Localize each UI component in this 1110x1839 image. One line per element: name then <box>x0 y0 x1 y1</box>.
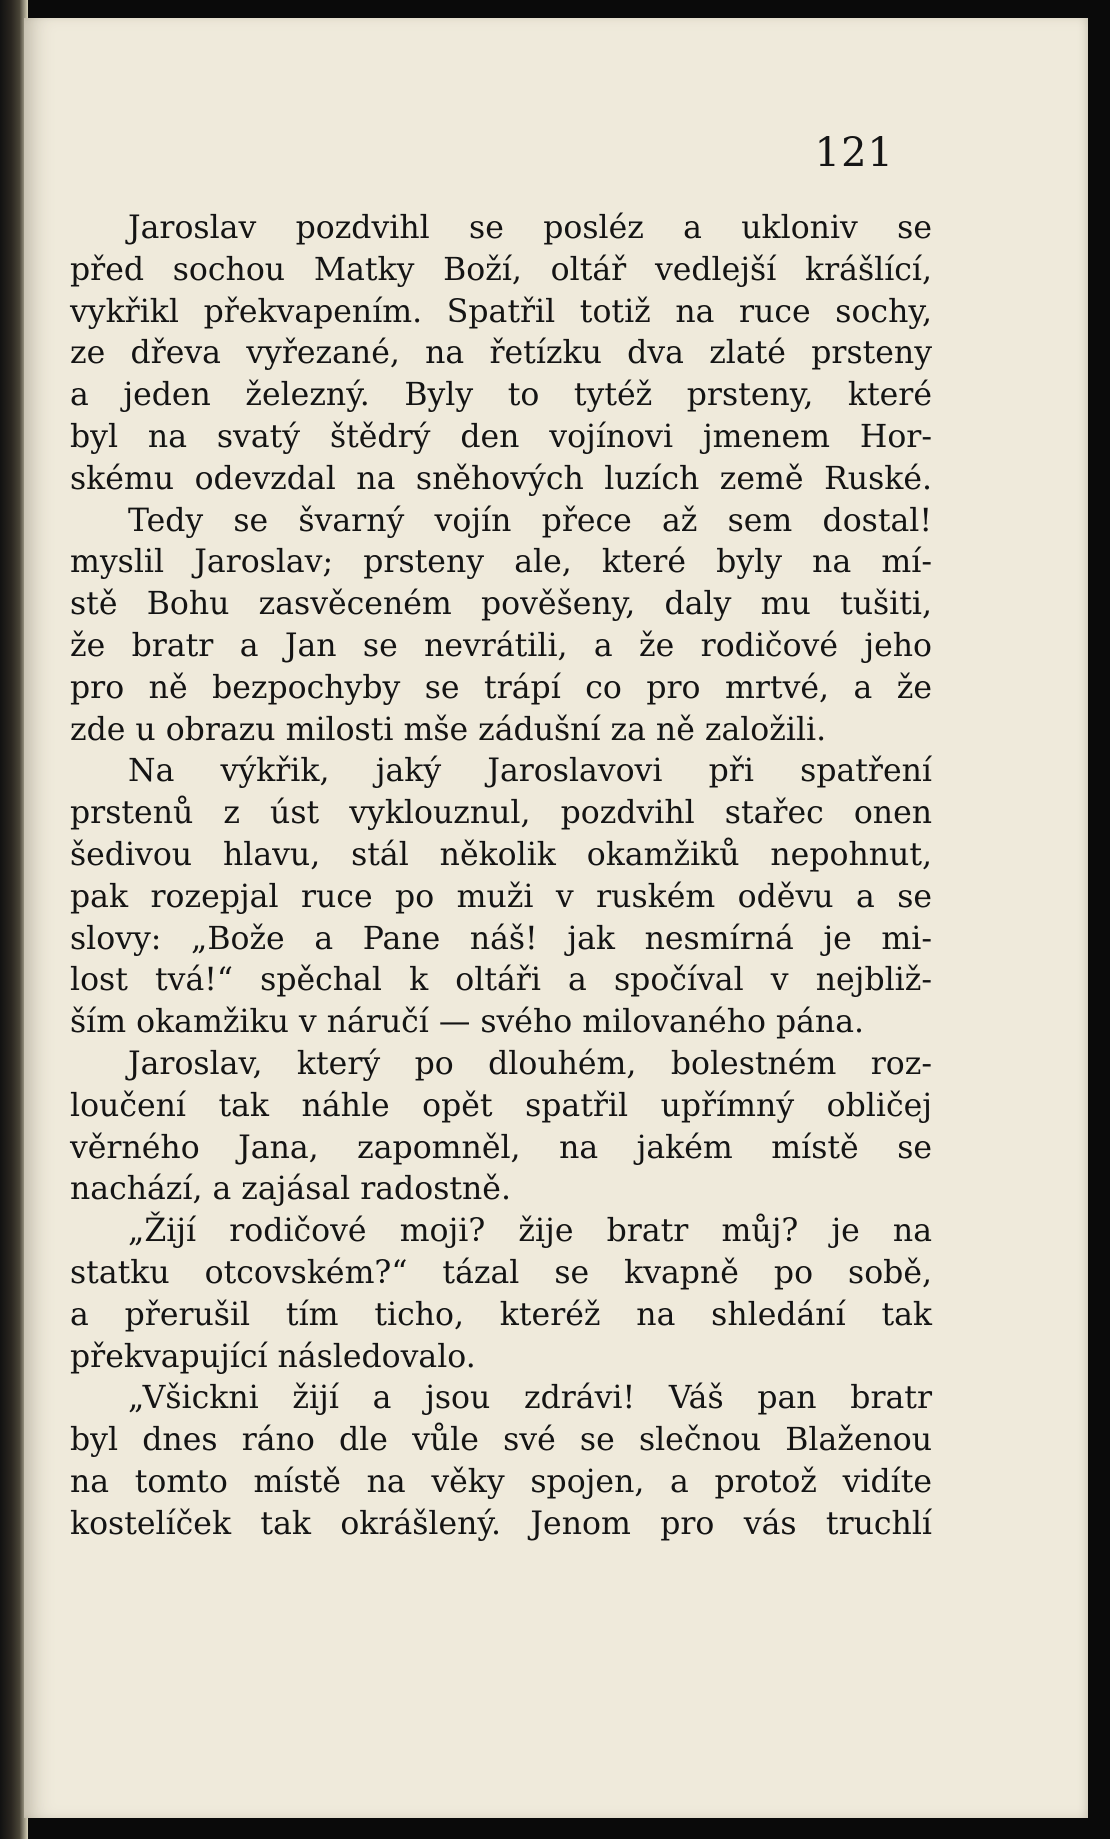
text-line: vykřikl překvapením. Spatřil totiž na ruce sochy, <box>70 293 932 330</box>
text-line: nachází, a zajásal radostně. <box>70 1171 511 1208</box>
text-line: byl na svatý štědrý den vojínovi jmenem Hor- <box>70 418 932 455</box>
text-line: pak rozepjal ruce po muži v ruském oděvu a se <box>70 878 932 915</box>
text-line: ze dřeva vyřezané, na řetízku dva zlaté prsteny <box>70 335 932 372</box>
text-line: ším okamžiku v náručí — svého milovaného pána. <box>70 1004 864 1041</box>
text-line: šedivou hlavu, stál několik okamžiků nepohnut, <box>70 836 932 873</box>
text-line: prstenů z úst vyklouznul, pozdvihl stařec onen <box>70 795 932 832</box>
text-line: na tomto místě na věky spojen, a protož vidíte <box>70 1463 932 1500</box>
text-line: a přerušil tím ticho, kteréž na shledání tak <box>70 1296 932 1333</box>
text-line: před sochou Matky Boží, oltář vedlejší krášlící, <box>70 251 932 288</box>
text-line: věrného Jana, zapomněl, na jakém místě se <box>70 1129 932 1166</box>
text-line: myslil Jaroslav; prsteny ale, které byly na mí- <box>70 544 932 581</box>
text-line: kostelíček tak okrášlený. Jenom pro vás truchlí <box>70 1505 932 1542</box>
text-line: „Žijí rodičové moji? žije bratr můj? je na <box>128 1213 932 1250</box>
text-line: Na výkřik, jaký Jaroslavovi při spatření <box>128 753 932 790</box>
text-line: Jaroslav, který po dlouhém, bolestném roz- <box>128 1045 932 1082</box>
text-line: stě Bohu zasvěceném pověšeny, daly mu tušiti, <box>70 586 932 623</box>
text-line: překvapující následovalo. <box>70 1338 476 1375</box>
body-text <box>70 208 932 1546</box>
text-line: loučení tak náhle opět spatřil upřímný obličej <box>70 1087 932 1124</box>
text-line: že bratr a Jan se nevrátili, a že rodičové jeho <box>70 627 932 664</box>
text-line: skému odevzdal na sněhových luzích země Ruské. <box>70 460 932 497</box>
text-line: statku otcovském?“ tázal se kvapně po sobě, <box>70 1254 932 1291</box>
text-line: lost tvá!“ spěchal k oltáři a spočíval v nejbliž- <box>70 962 932 999</box>
text-line: Tedy se švarný vojín přece až sem dostal! <box>128 502 932 539</box>
text-line: byl dnes ráno dle vůle své se slečnou Blaženou <box>70 1422 932 1459</box>
text-line: Jaroslav pozdvihl se posléz a ukloniv se <box>128 210 932 246</box>
page-number: 121 <box>814 130 894 176</box>
text-line: zde u obrazu milosti mše zádušní za ně založili. <box>70 711 827 748</box>
text-line: pro ně bezpochyby se trápí co pro mrtvé, a že <box>70 669 932 706</box>
text-line: slovy: „Bože a Pane náš! jak nesmírná je mi- <box>70 920 932 957</box>
text-line: a jeden železný. Byly to tytéž prsteny, které <box>70 377 932 414</box>
text-line: „Všickni žijí a jsou zdrávi! Váš pan bratr <box>128 1380 932 1417</box>
book-page <box>24 18 1088 1818</box>
